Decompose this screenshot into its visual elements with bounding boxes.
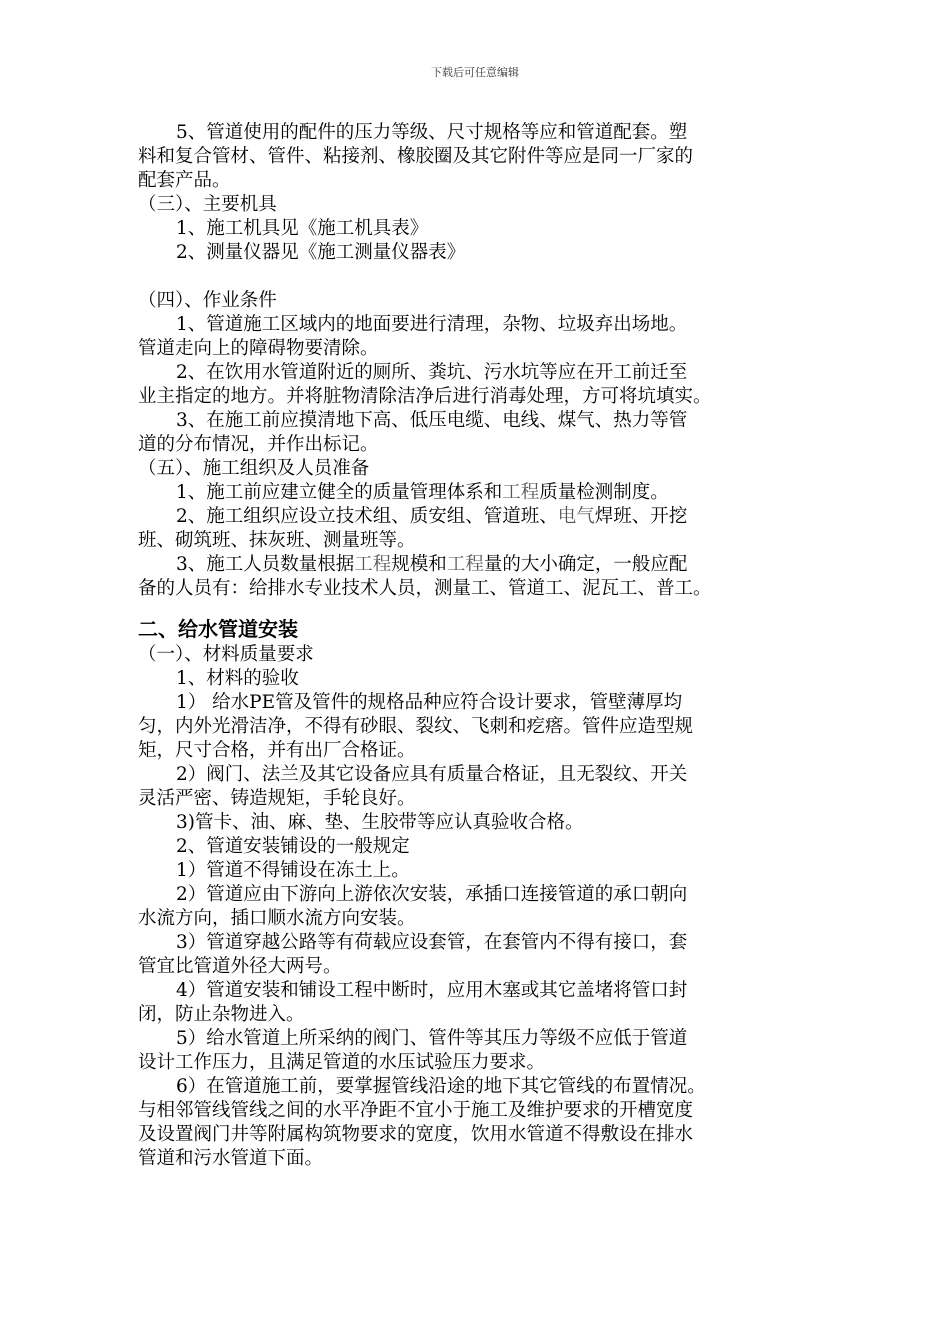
text-run: 规模和 [391, 554, 447, 575]
material-acceptance-title: 1、材料的验收 [176, 668, 299, 689]
laying-rule-6-line-3: 及设置阀门井等附属构筑物要求的宽度，饮用水管道不得敷设在排水 [138, 1124, 694, 1145]
laying-rule-6-line-4: 管道和污水管道下面。 [138, 1148, 324, 1169]
section-4-item-2-line-2: 业主指定的地方。并将脏物清除洁净后进行消毒处理，方可将坑填实。 [138, 386, 712, 407]
section-4-item-3-line-2: 道的分布情况，并作出标记。 [138, 434, 379, 455]
highlighted-term: 工程 [354, 554, 392, 575]
laying-rule-2-line-1: 2）管道应由下游向上游依次安装，承插口连接管道的承口朝向 [176, 884, 688, 905]
section-5-title: （五）、施工组织及人员准备 [138, 458, 370, 479]
laying-rule-6-line-1: 6）在管道施工前，要掌握管线沿途的地下其它管线的布置情况。 [176, 1076, 706, 1097]
laying-rule-5-line-2: 设计工作压力，且满足管道的水压试验压力要求。 [138, 1052, 546, 1073]
laying-rule-4-line-1: 4）管道安装和铺设工程中断时，应用木塞或其它盖堵将管口封 [176, 980, 688, 1001]
paragraph-fittings-line-3: 配套产品。 [138, 170, 231, 191]
paragraph-fittings-line-2: 料和复合管材、管件、粘接剂、橡胶圈及其它附件等应是同一厂家的 [138, 146, 694, 167]
laying-rule-6-line-2: 与相邻管线管线之间的水平净距不宜小于施工及维护要求的开槽宽度 [138, 1100, 694, 1121]
text-run: 焊班、开挖 [594, 506, 688, 527]
highlighted-term: 工程 [446, 554, 484, 575]
highlighted-term: 工程 [502, 482, 540, 503]
chapter-2-heading: 二、给水管道安装 [138, 617, 298, 641]
paragraph-fittings-line-1: 5、管道使用的配件的压力等级、尺寸规格等应和管道配套。塑 [176, 122, 688, 143]
section-5-item-3-line-2: 备的人员有：给排水专业技术人员，测量工、管道工、泥瓦工、普工。 [138, 578, 712, 599]
document-body [138, 121, 828, 1171]
laying-rule-2-line-2: 水流方向，插口顺水流方向安装。 [138, 908, 416, 929]
section-4-item-1-line-2: 管道走向上的障碍物要清除。 [138, 338, 379, 359]
text-run: 3、施工人员数量根据 [176, 554, 355, 575]
material-item-3: 3)管卡、油、麻、垫、生胶带等应认真验收合格。 [176, 812, 584, 833]
section-3-item-1: 1、施工机具见《施工机具表》 [176, 218, 429, 239]
section-4-item-1-line-1: 1、管道施工区域内的地面要进行清理，杂物、垃圾弃出场地。 [176, 314, 688, 335]
material-item-1-line-1: 1） 给水PE管及管件的规格品种应符合设计要求，管壁薄厚均 [176, 692, 683, 713]
subsection-1-title: （一）、材料质量要求 [138, 644, 314, 665]
laying-rule-5-line-1: 5）给水管道上所采纳的阀门、管件等其压力等级不应低于管道 [176, 1028, 688, 1049]
laying-rule-1: 1）管道不得铺设在冻土上。 [176, 860, 410, 881]
laying-rule-3-line-1: 3）管道穿越公路等有荷载应设套管，在套管内不得有接口，套 [176, 932, 688, 953]
material-item-1-line-3: 矩，尺寸合格，并有出厂合格证。 [138, 740, 416, 761]
section-4-item-3-line-1: 3、在施工前应摸清地下高、低压电缆、电线、煤气、热力等管 [176, 410, 688, 431]
material-item-2-line-2: 灵活严密、铸造规矩，手轮良好。 [138, 788, 416, 809]
text-run: 质量检测制度。 [539, 482, 669, 503]
section-5-item-2-line-1 [138, 505, 828, 529]
laying-rule-4-line-2: 闭，防止杂物进入。 [138, 1004, 305, 1025]
highlighted-term: 电气 [557, 506, 595, 527]
text-run: 量的大小确定，一般应配 [483, 554, 688, 575]
page-header: 下载后可任意编辑 [431, 66, 519, 79]
material-item-1-line-2: 匀，内外光滑洁净，不得有砂眼、裂纹、飞刺和疙瘩。管件应造型规 [138, 716, 694, 737]
section-3-item-2: 2、测量仪器见《施工测量仪器表》 [176, 242, 466, 263]
text-run: 1、施工前应建立健全的质量管理体系和 [176, 482, 503, 503]
section-5-item-2-line-2: 班、砌筑班、抹灰班、测量班等。 [138, 530, 416, 551]
text-run: 2、施工组织应设立技术组、质安组、管道班、 [176, 506, 558, 527]
blank-line [138, 265, 828, 289]
section-3-title: （三）、主要机具 [138, 194, 277, 215]
laying-rule-3-line-2: 管宜比管道外径大两号。 [138, 956, 342, 977]
section-4-item-2-line-1: 2、在饮用水管道附近的厕所、粪坑、污水坑等应在开工前迁至 [176, 362, 688, 383]
laying-rules-title: 2、管道安装铺设的一般规定 [176, 836, 410, 857]
section-4-title: （四）、作业条件 [138, 290, 277, 311]
section-5-item-3-line-1 [138, 553, 828, 577]
section-5-item-1 [138, 481, 828, 505]
material-item-2-line-1: 2）阀门、法兰及其它设备应具有质量合格证，且无裂纹、开关 [176, 764, 688, 785]
